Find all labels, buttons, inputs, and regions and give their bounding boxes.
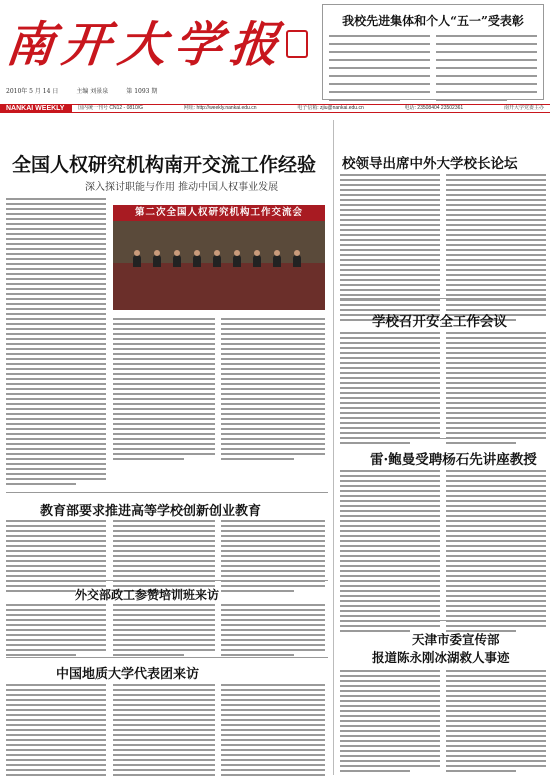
promo-title: 我校先进集体和个人“五一”受表彰 xyxy=(342,14,524,28)
publication-info xyxy=(72,104,550,113)
article-body xyxy=(221,684,325,779)
article-headline[interactable]: 报道陈永刚冰湖救人事迹 xyxy=(372,650,510,665)
article-headline[interactable]: 雷·鲍曼受聘杨石先讲座教授 xyxy=(370,452,537,468)
section-divider xyxy=(340,298,546,299)
email-link[interactable]: 电子信箱: zjiu@nankai.edu.cn xyxy=(297,105,364,111)
article-subheadline: 深入探讨职能与作用 推动中国人权事业发展 xyxy=(85,182,279,193)
article-body xyxy=(6,520,106,595)
article-headline[interactable]: 学校召开安全工作会议 xyxy=(372,314,507,330)
website-link[interactable]: 网址: http://weekly.nankai.edu.cn xyxy=(183,105,257,111)
article-body xyxy=(221,604,325,659)
photo-banner: 第二次全国人权研究机构工作交流会 xyxy=(113,205,325,221)
section-divider xyxy=(6,657,328,658)
weekly-label: NANKAI WEEKLY xyxy=(0,104,72,113)
article-headline[interactable]: 教育部要求推进高等学校创新创业教育 xyxy=(40,504,262,519)
article-body xyxy=(221,520,325,595)
article-body xyxy=(340,332,440,447)
column-divider xyxy=(333,120,334,775)
masthead-info xyxy=(6,86,316,95)
article-body xyxy=(340,470,440,635)
article-body xyxy=(446,670,546,775)
seal-icon xyxy=(286,30,308,58)
section-divider xyxy=(340,620,546,621)
article-body xyxy=(446,332,546,447)
article-body xyxy=(340,670,440,775)
article-body xyxy=(113,684,215,779)
editor-in-chief: 主编 刘景泉 xyxy=(76,88,109,95)
section-divider xyxy=(6,580,328,581)
article-body xyxy=(6,198,106,488)
promo-box[interactable] xyxy=(322,4,544,100)
masthead xyxy=(0,0,550,102)
newspaper-logo: 南开大学报 xyxy=(3,17,289,73)
promo-text xyxy=(329,35,537,104)
article-body xyxy=(340,174,440,324)
article-headline[interactable]: 外交部政工参赞培训班来访 xyxy=(75,588,220,602)
article-body xyxy=(6,604,106,659)
article-body xyxy=(113,318,215,463)
article-body xyxy=(446,174,546,324)
conference-photo xyxy=(113,205,325,310)
article-headline[interactable]: 天津市委宣传部 xyxy=(412,632,500,647)
issn: 国内统一刊号 CN12 - 0810/G xyxy=(78,105,144,111)
issue-date: 2010年 5 月 14 日 xyxy=(6,88,59,95)
section-divider xyxy=(340,438,546,439)
article-headline[interactable]: 校领导出席中外大学校长论坛 xyxy=(342,156,518,172)
article-body xyxy=(113,604,215,659)
article-body xyxy=(446,470,546,635)
article-body xyxy=(113,520,215,595)
article-headline[interactable]: 中国地质大学代表团来访 xyxy=(56,667,200,682)
section-divider xyxy=(6,492,328,493)
article-body xyxy=(6,684,106,779)
phone: 电话: 23508404 23502361 xyxy=(404,105,464,111)
header-bar xyxy=(0,104,550,113)
article-headline[interactable]: 全国人权研究机构南开交流工作经验 xyxy=(12,154,317,176)
publisher: 南开大学党委主办 xyxy=(503,105,544,111)
issue-number: 第 1093 期 xyxy=(126,88,158,95)
article-body xyxy=(221,318,325,463)
